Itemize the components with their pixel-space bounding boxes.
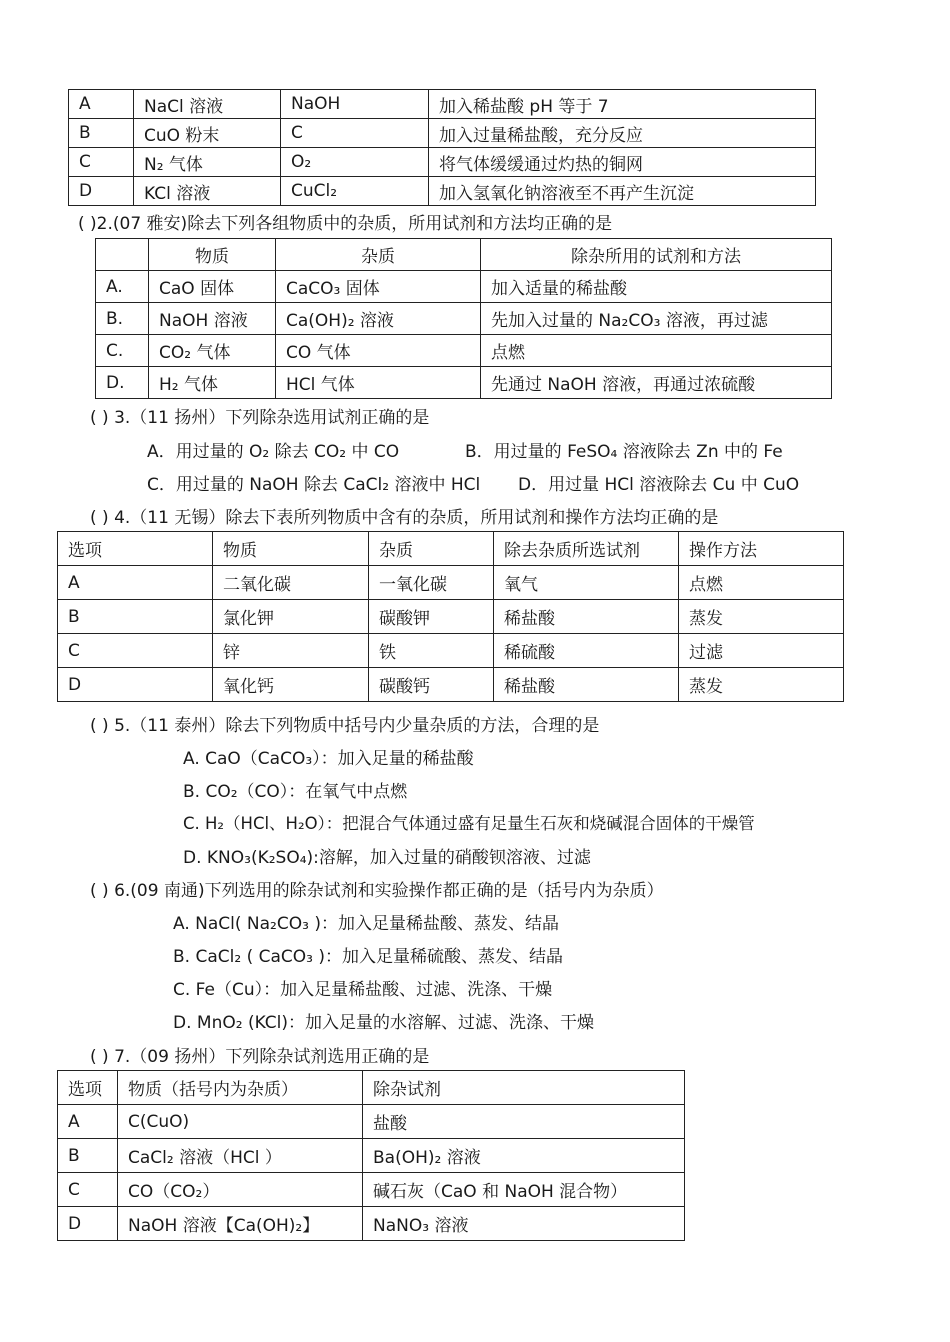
table-cell: A <box>58 566 213 600</box>
table-header-cell: 选项 <box>58 1071 118 1105</box>
table-cell: 加入适量的稀盐酸 <box>481 271 832 303</box>
q7-stem: ( ) 7.（09 扬州）下列除杂试剂选用正确的是 <box>90 1047 430 1067</box>
q4-table <box>57 531 844 702</box>
table-cell: 稀盐酸 <box>494 600 679 634</box>
q2-table <box>95 238 832 399</box>
table-cell: 二氧化碳 <box>213 566 369 600</box>
table-cell: A <box>69 90 134 119</box>
table-row <box>69 119 816 148</box>
table-cell: CuO 粉末 <box>134 119 281 148</box>
table-cell: 点燃 <box>679 566 844 600</box>
q3-option-d: D．用过量 HCl 溶液除去 Cu 中 CuO <box>518 475 800 495</box>
table-cell: 加入氢氧化钠溶液至不再产生沉淀 <box>429 177 816 206</box>
table-cell: B <box>58 1139 118 1173</box>
q4-stem: ( ) 4.（11 无锡）除去下表所列物质中含有的杂质，所用试剂和操作方法均正确的是 <box>90 508 719 528</box>
table-cell: NaOH <box>281 90 429 119</box>
table-header-cell: 杂质 <box>276 239 481 271</box>
table-header-cell <box>96 239 149 271</box>
table-cell: D <box>58 1207 118 1241</box>
table-cell: 氧气 <box>494 566 679 600</box>
table-cell: 先通过 NaOH 溶液，再通过浓硫酸 <box>481 367 832 399</box>
table-cell: CO（CO₂） <box>118 1173 363 1207</box>
table-cell: 加入过量稀盐酸，充分反应 <box>429 119 816 148</box>
table-cell: 蒸发 <box>679 600 844 634</box>
table-header-cell: 除杂试剂 <box>363 1071 685 1105</box>
table-row <box>58 634 844 668</box>
table-cell: N₂ 气体 <box>134 148 281 177</box>
table-cell: C <box>69 148 134 177</box>
table-header-row <box>58 1071 685 1105</box>
table-cell: NaNO₃ 溶液 <box>363 1207 685 1241</box>
table-row <box>58 1139 685 1173</box>
table-cell: B <box>69 119 134 148</box>
table-cell: 锌 <box>213 634 369 668</box>
table-cell: D <box>69 177 134 206</box>
table-cell: CO 气体 <box>276 335 481 367</box>
table-cell: 稀硫酸 <box>494 634 679 668</box>
table-row <box>69 177 816 206</box>
table-cell: 加入稀盐酸 pH 等于 7 <box>429 90 816 119</box>
table-cell: B. <box>96 303 149 335</box>
q3-option-a: A．用过量的 O₂ 除去 CO₂ 中 CO <box>147 442 400 462</box>
q6-option-a: A. NaCl( Na₂CO₃ )：加入足量稀盐酸、蒸发、结晶 <box>173 914 559 934</box>
table-row <box>58 668 844 702</box>
table-header-cell: 操作方法 <box>679 532 844 566</box>
table-header-cell: 除杂所用的试剂和方法 <box>481 239 832 271</box>
q7-table <box>57 1070 685 1241</box>
table-row <box>58 1173 685 1207</box>
table-cell: A <box>58 1105 118 1139</box>
table-cell: NaOH 溶液【Ca(OH)₂】 <box>118 1207 363 1241</box>
table-row <box>69 90 816 119</box>
table-cell: C. <box>96 335 149 367</box>
table-cell: 过滤 <box>679 634 844 668</box>
table-row <box>96 303 832 335</box>
table-cell: C <box>58 634 213 668</box>
q6-option-d: D. MnO₂ (KCl)：加入足量的水溶解、过滤、洗涤、干燥 <box>173 1013 595 1033</box>
table-cell: KCl 溶液 <box>134 177 281 206</box>
table-cell: 氯化钾 <box>213 600 369 634</box>
table-header-cell: 杂质 <box>369 532 494 566</box>
q1-table <box>68 89 816 206</box>
table-cell: 碳酸钾 <box>369 600 494 634</box>
q6-stem: ( ) 6.(09 南通)下列选用的除杂试剂和实验操作都正确的是（括号内为杂质） <box>90 881 664 901</box>
table-cell: 碳酸钙 <box>369 668 494 702</box>
table-cell: 铁 <box>369 634 494 668</box>
q2-stem: ( )2.(07 雅安)除去下列各组物质中的杂质，所用试剂和方法均正确的是 <box>78 214 613 234</box>
table-header-cell: 物质 <box>149 239 276 271</box>
table-cell: 将气体缓缓通过灼热的铜网 <box>429 148 816 177</box>
table-header-cell: 物质 <box>213 532 369 566</box>
q5-option-c: C. H₂（HCl、H₂O）：把混合气体通过盛有足量生石灰和烧碱混合固体的干燥管 <box>183 814 755 833</box>
table-cell: D <box>58 668 213 702</box>
table-row <box>69 148 816 177</box>
table-cell: 稀盐酸 <box>494 668 679 702</box>
table-cell: C(CuO) <box>118 1105 363 1139</box>
table-cell: D. <box>96 367 149 399</box>
table-cell: 点燃 <box>481 335 832 367</box>
table-cell: C <box>58 1173 118 1207</box>
table-cell: 一氧化碳 <box>369 566 494 600</box>
table-cell: O₂ <box>281 148 429 177</box>
table-row <box>96 271 832 303</box>
table-cell: CuCl₂ <box>281 177 429 206</box>
table-cell: C <box>281 119 429 148</box>
table-header-cell: 物质（括号内为杂质） <box>118 1071 363 1105</box>
table-cell: CaCO₃ 固体 <box>276 271 481 303</box>
table-row <box>58 1207 685 1241</box>
q6-option-b: B. CaCl₂ ( CaCO₃ )：加入足量稀硫酸、蒸发、结晶 <box>173 947 563 967</box>
table-cell: HCl 气体 <box>276 367 481 399</box>
q5-stem: ( ) 5.（11 泰州）除去下列物质中括号内少量杂质的方法，合理的是 <box>90 716 600 736</box>
table-cell: Ba(OH)₂ 溶液 <box>363 1139 685 1173</box>
table-cell: Ca(OH)₂ 溶液 <box>276 303 481 335</box>
table-cell: 盐酸 <box>363 1105 685 1139</box>
table-cell: A. <box>96 271 149 303</box>
table-cell: NaOH 溶液 <box>149 303 276 335</box>
table-cell: B <box>58 600 213 634</box>
table-cell: CO₂ 气体 <box>149 335 276 367</box>
table-header-row <box>96 239 832 271</box>
q3-stem: ( ) 3.（11 扬州）下列除杂选用试剂正确的是 <box>90 408 430 428</box>
table-cell: H₂ 气体 <box>149 367 276 399</box>
q6-option-c: C. Fe（Cu）：加入足量稀盐酸、过滤、洗涤、干燥 <box>173 980 553 1000</box>
table-row <box>96 367 832 399</box>
table-row <box>96 335 832 367</box>
table-cell: CaO 固体 <box>149 271 276 303</box>
q5-option-a: A. CaO（CaCO₃）：加入足量的稀盐酸 <box>183 749 474 769</box>
table-header-cell: 选项 <box>58 532 213 566</box>
q3-option-b: B．用过量的 FeSO₄ 溶液除去 Zn 中的 Fe <box>465 442 783 462</box>
q5-option-d: D. KNO₃(K₂SO₄):溶解，加入过量的硝酸钡溶液、过滤 <box>183 848 591 868</box>
table-cell: CaCl₂ 溶液（HCl ） <box>118 1139 363 1173</box>
table-header-cell: 除去杂质所选试剂 <box>494 532 679 566</box>
q5-option-b: B. CO₂（CO）：在氧气中点燃 <box>183 782 408 802</box>
table-cell: 蒸发 <box>679 668 844 702</box>
q3-option-c: C．用过量的 NaOH 除去 CaCl₂ 溶液中 HCl <box>147 475 481 495</box>
table-row <box>58 1105 685 1139</box>
table-cell: 碱石灰（CaO 和 NaOH 混合物） <box>363 1173 685 1207</box>
table-row <box>58 600 844 634</box>
table-header-row <box>58 532 844 566</box>
table-row <box>58 566 844 600</box>
table-cell: 氧化钙 <box>213 668 369 702</box>
table-cell: NaCl 溶液 <box>134 90 281 119</box>
table-cell: 先加入过量的 Na₂CO₃ 溶液，再过滤 <box>481 303 832 335</box>
